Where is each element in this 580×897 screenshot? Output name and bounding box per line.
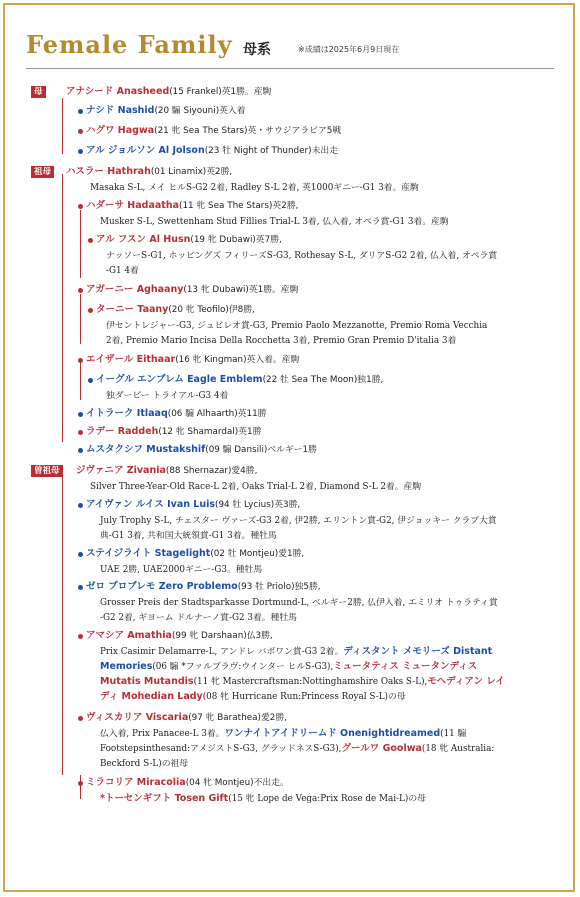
entry-mustakshif: ムスタクシフ Mustakshif(09 騸 Dansili)ベルギー1勝 (86, 444, 317, 455)
entry-ivan-luis-record: July Trophy S-L, チェスター ヴァーズ-G3 2着, 伊2勝, エリントン賞-G2, 伊ジョッキー クラブ大賞 (100, 516, 497, 526)
horse-name: アル ジョルソン Al Jolson (86, 145, 205, 156)
horse-name: アル フスン Al Husn (96, 234, 191, 245)
bullet-icon (78, 781, 83, 786)
entry-zero-problemo-record-cont: -G2 2着, ギヨーム ドルナーノ賞-G2 3着。種牡馬 (100, 613, 297, 623)
horse-name: ナシド Nashid (86, 105, 155, 116)
bullet-icon (78, 430, 83, 435)
horse-name: アガーニー Aghaany (86, 284, 184, 295)
bullet-icon (78, 503, 83, 508)
bullet-icon (78, 552, 83, 557)
entry-amathia: アマシア Amathia(99 牝 Darshaan)仏3勝, (86, 630, 273, 641)
bullet-icon (78, 448, 83, 453)
tree-connector (80, 775, 81, 799)
horse-name: ミュータティス ミュータンディス (333, 661, 478, 672)
tree-connector (80, 360, 81, 400)
entry-zivania-record: Silver Three-Year-Old Race-L 2着, Oaks Trial-L 2着, Diamond S-L 2着。産駒 (90, 482, 422, 492)
bullet-icon (88, 238, 93, 243)
entry-hagwa: ハグワ Hagwa(21 牝 Sea The Stars)英・サウジアラビア5戦 (86, 125, 342, 136)
bullet-icon (78, 634, 83, 639)
entry-hadaatha: ハダーサ Hadaatha(11 牝 Sea The Stars)英2勝, (86, 200, 299, 211)
entry-eithaar: エイザール Eithaar(16 牝 Kingman)英入着。産駒 (86, 354, 300, 365)
horse-name: Memories (100, 661, 153, 672)
entry-amathia-record-cont3: ディ Mohedian Lady(08 牝 Hurricane Run:Princess Royal S-L)の母 (100, 691, 406, 702)
entry-taany-record-cont: 2着, Premio Mario Incisa Della Rocchetta 3着, Premio Gran Premio D'italia 3着 (106, 336, 457, 346)
entry-itlaaq: イトラーク Itlaaq(06 騸 Alhaarth)英11勝 (86, 408, 267, 419)
entry-zero-problemo: ゼロ プロブレモ Zero Problemo(93 牡 Priolo)独5勝, (86, 581, 321, 592)
entry-eagle-emblem: イーグル エンブレム Eagle Emblem(22 牡 Sea The Moon)独1勝, (96, 374, 384, 385)
entry-zivania: ジヴァニア Zivania(88 Shernazar)愛4勝, (76, 465, 258, 476)
entry-aghaany: アガーニー Aghaany(13 牝 Dubawi)英1勝。産駒 (86, 284, 299, 295)
entry-viscaria-record: 仏入着, Prix Panacee-L 3着。ワンナイトアイドリームド Onenightidreamed(11 騸 (100, 728, 467, 739)
bullet-icon (78, 149, 83, 154)
horse-name: ジヴァニア Zivania (76, 465, 166, 476)
horse-name: ターニー Taany (96, 304, 169, 315)
entry-ivan-luis: アイヴァン ルイス Ivan Luis(94 牡 Lycius)英3勝, (86, 499, 301, 510)
entry-al-husn-record: ナッソーS-G1, ホッピングズ フィリーズS-G3, Rothesay S-L, ダリアS-G2 2着, 仏入着, オペラ賞 (106, 251, 498, 261)
entry-taany: ターニー Taany(20 牝 Teofilo)伊8勝, (96, 304, 255, 315)
bullet-icon (78, 129, 83, 134)
horse-name: イーグル エンブレム Eagle Emblem (96, 374, 263, 385)
bullet-icon (78, 358, 83, 363)
horse-name: ワンナイトアイドリームド Onenightidreamed (224, 728, 441, 739)
entry-eagle-emblem-record: 独ダービー トライアル-G3 4着 (106, 391, 229, 401)
horse-name: *トーセンギフト Tosen Gift (100, 793, 229, 804)
tree-connector (62, 475, 63, 775)
entry-hadaatha-record: Musker S-L, Swettenham Stud Fillies Trial-L 3着, 仏入着, オペラ賞-G1 3着。産駒 (100, 217, 449, 227)
entry-amathia-record-cont2: Mutatis Mutandis(11 牝 Mastercraftsman:Nottinghamshire Oaks S-L),モヘディアン レイ (100, 676, 505, 687)
entry-hathrah-record: Masaka S-L, メイ ヒルS-G2 2着, Radley S-L 2着, 英1000ギニー-G1 3着。産駒 (90, 183, 419, 193)
horse-name: ハスラー Hathrah (66, 166, 151, 177)
bullet-icon (78, 585, 83, 590)
badge-granddam: 祖母 (31, 166, 54, 178)
horse-name: ヴィスカリア Viscaria (86, 712, 189, 723)
horse-name: Mutatis Mutandis (100, 676, 194, 687)
horse-name: ディ Mohedian Lady (100, 691, 203, 702)
horse-name: ラデー Raddeh (86, 426, 159, 437)
date-note: ※成績は2025年6月9日現在 (298, 45, 400, 54)
entry-zero-problemo-record: Grosser Preis der Stadtsparkasse Dortmund-L, ベルギー2勝, 仏伊入着, エミリオ トゥラティ賞 (100, 598, 498, 608)
entry-stagelight: ステイジライト Stagelight(02 牡 Montjeu)愛1勝, (86, 548, 305, 559)
entry-ivan-luis-record-cont: 典-G1 3着, 共和国大統領賞-G1 3着。種牡馬 (100, 531, 277, 541)
bullet-icon (78, 412, 83, 417)
bullet-icon (78, 109, 83, 114)
horse-name: イトラーク Itlaaq (86, 408, 168, 419)
entry-viscaria-record-cont2: Beckford S-L)の祖母 (100, 759, 189, 769)
horse-name: ゼロ プロブレモ Zero Problemo (86, 581, 238, 592)
entry-al-husn: アル フスン Al Husn(19 牝 Dubawi)英7勝, (96, 234, 282, 245)
entry-raddeh: ラデー Raddeh(12 牝 Shamardal)英1勝 (86, 426, 262, 437)
entry-miracolia-record: *トーセンギフト Tosen Gift(15 牝 Lope de Vega:Prix Rose de Mai-L)の母 (100, 793, 426, 804)
horse-name: ディスタント メモリーズ Distant (343, 646, 493, 657)
entry-al-husn-record-cont: -G1 4着 (106, 266, 139, 276)
tree-connector (62, 174, 63, 442)
entry-taany-record: 伊セントレジャー-G3, ジュピレオ賞-G3, Premio Paolo Mezzanotte, Premio Roma Vecchia (106, 321, 488, 331)
badge-great-granddam: 曽祖母 (31, 465, 63, 477)
tree-connector (80, 210, 81, 278)
entry-anasheed: アナシード Anasheed(15 Frankel)英1勝。産駒 (66, 86, 272, 97)
horse-name: アナシード Anasheed (66, 86, 170, 97)
horse-name: グールワ Goolwa (341, 743, 422, 754)
bullet-icon (78, 288, 83, 293)
bullet-icon (78, 204, 83, 209)
entry-amathia-record: Prix Casimir Delamarre-L, アンドレ バボワン賞-G3 2着。ディスタント メモリーズ Distant (100, 646, 493, 657)
entry-nashid: ナシド Nashid(20 騸 Siyouni)英入着 (86, 105, 246, 116)
horse-name: ハダーサ Hadaatha (86, 200, 180, 211)
horse-name: アイヴァン ルイス Ivan Luis (86, 499, 216, 510)
tree-connector (62, 98, 63, 154)
entry-stagelight-record: UAE 2勝, UAE2000ギニー-G3。種牡馬 (100, 565, 263, 575)
entry-viscaria: ヴィスカリア Viscaria(97 牝 Barathea)愛2勝, (86, 712, 287, 723)
badge-dam: 母 (31, 86, 46, 98)
horse-name: ハグワ Hagwa (86, 125, 155, 136)
horse-name: ステイジライト Stagelight (86, 548, 211, 559)
entry-amathia-record-cont: Memories(06 騸 *ファルブラヴ:ウインター ヒルS-G3),ミュータティス ミュータンディス (100, 661, 478, 672)
entry-al-jolson: アル ジョルソン Al Jolson(23 牡 Night of Thunder)未出走 (86, 145, 338, 156)
horse-name: ミラコリア Miracolia (86, 777, 186, 788)
entry-miracolia: ミラコリア Miracolia(04 牝 Montjeu)不出走。 (86, 777, 289, 788)
page-title-jp: 母系 (243, 42, 271, 58)
tree-connector (80, 294, 81, 344)
bullet-icon (78, 716, 83, 721)
entry-viscaria-record-cont: Footstepsinthesand:アメジストS-G3, グラッドネスS-G3),グールワ Goolwa(18 牝 Australia: (100, 743, 495, 754)
horse-name: アマシア Amathia (86, 630, 172, 641)
horse-name: モヘディアン レイ (427, 676, 505, 687)
page-title: Female Family (26, 30, 233, 59)
entry-hathrah: ハスラー Hathrah(01 Linamix)英2勝, (66, 166, 233, 177)
bullet-icon (88, 308, 93, 313)
horse-name: エイザール Eithaar (86, 354, 176, 365)
horse-name: ムスタクシフ Mustakshif (86, 444, 206, 455)
bullet-icon (88, 378, 93, 383)
